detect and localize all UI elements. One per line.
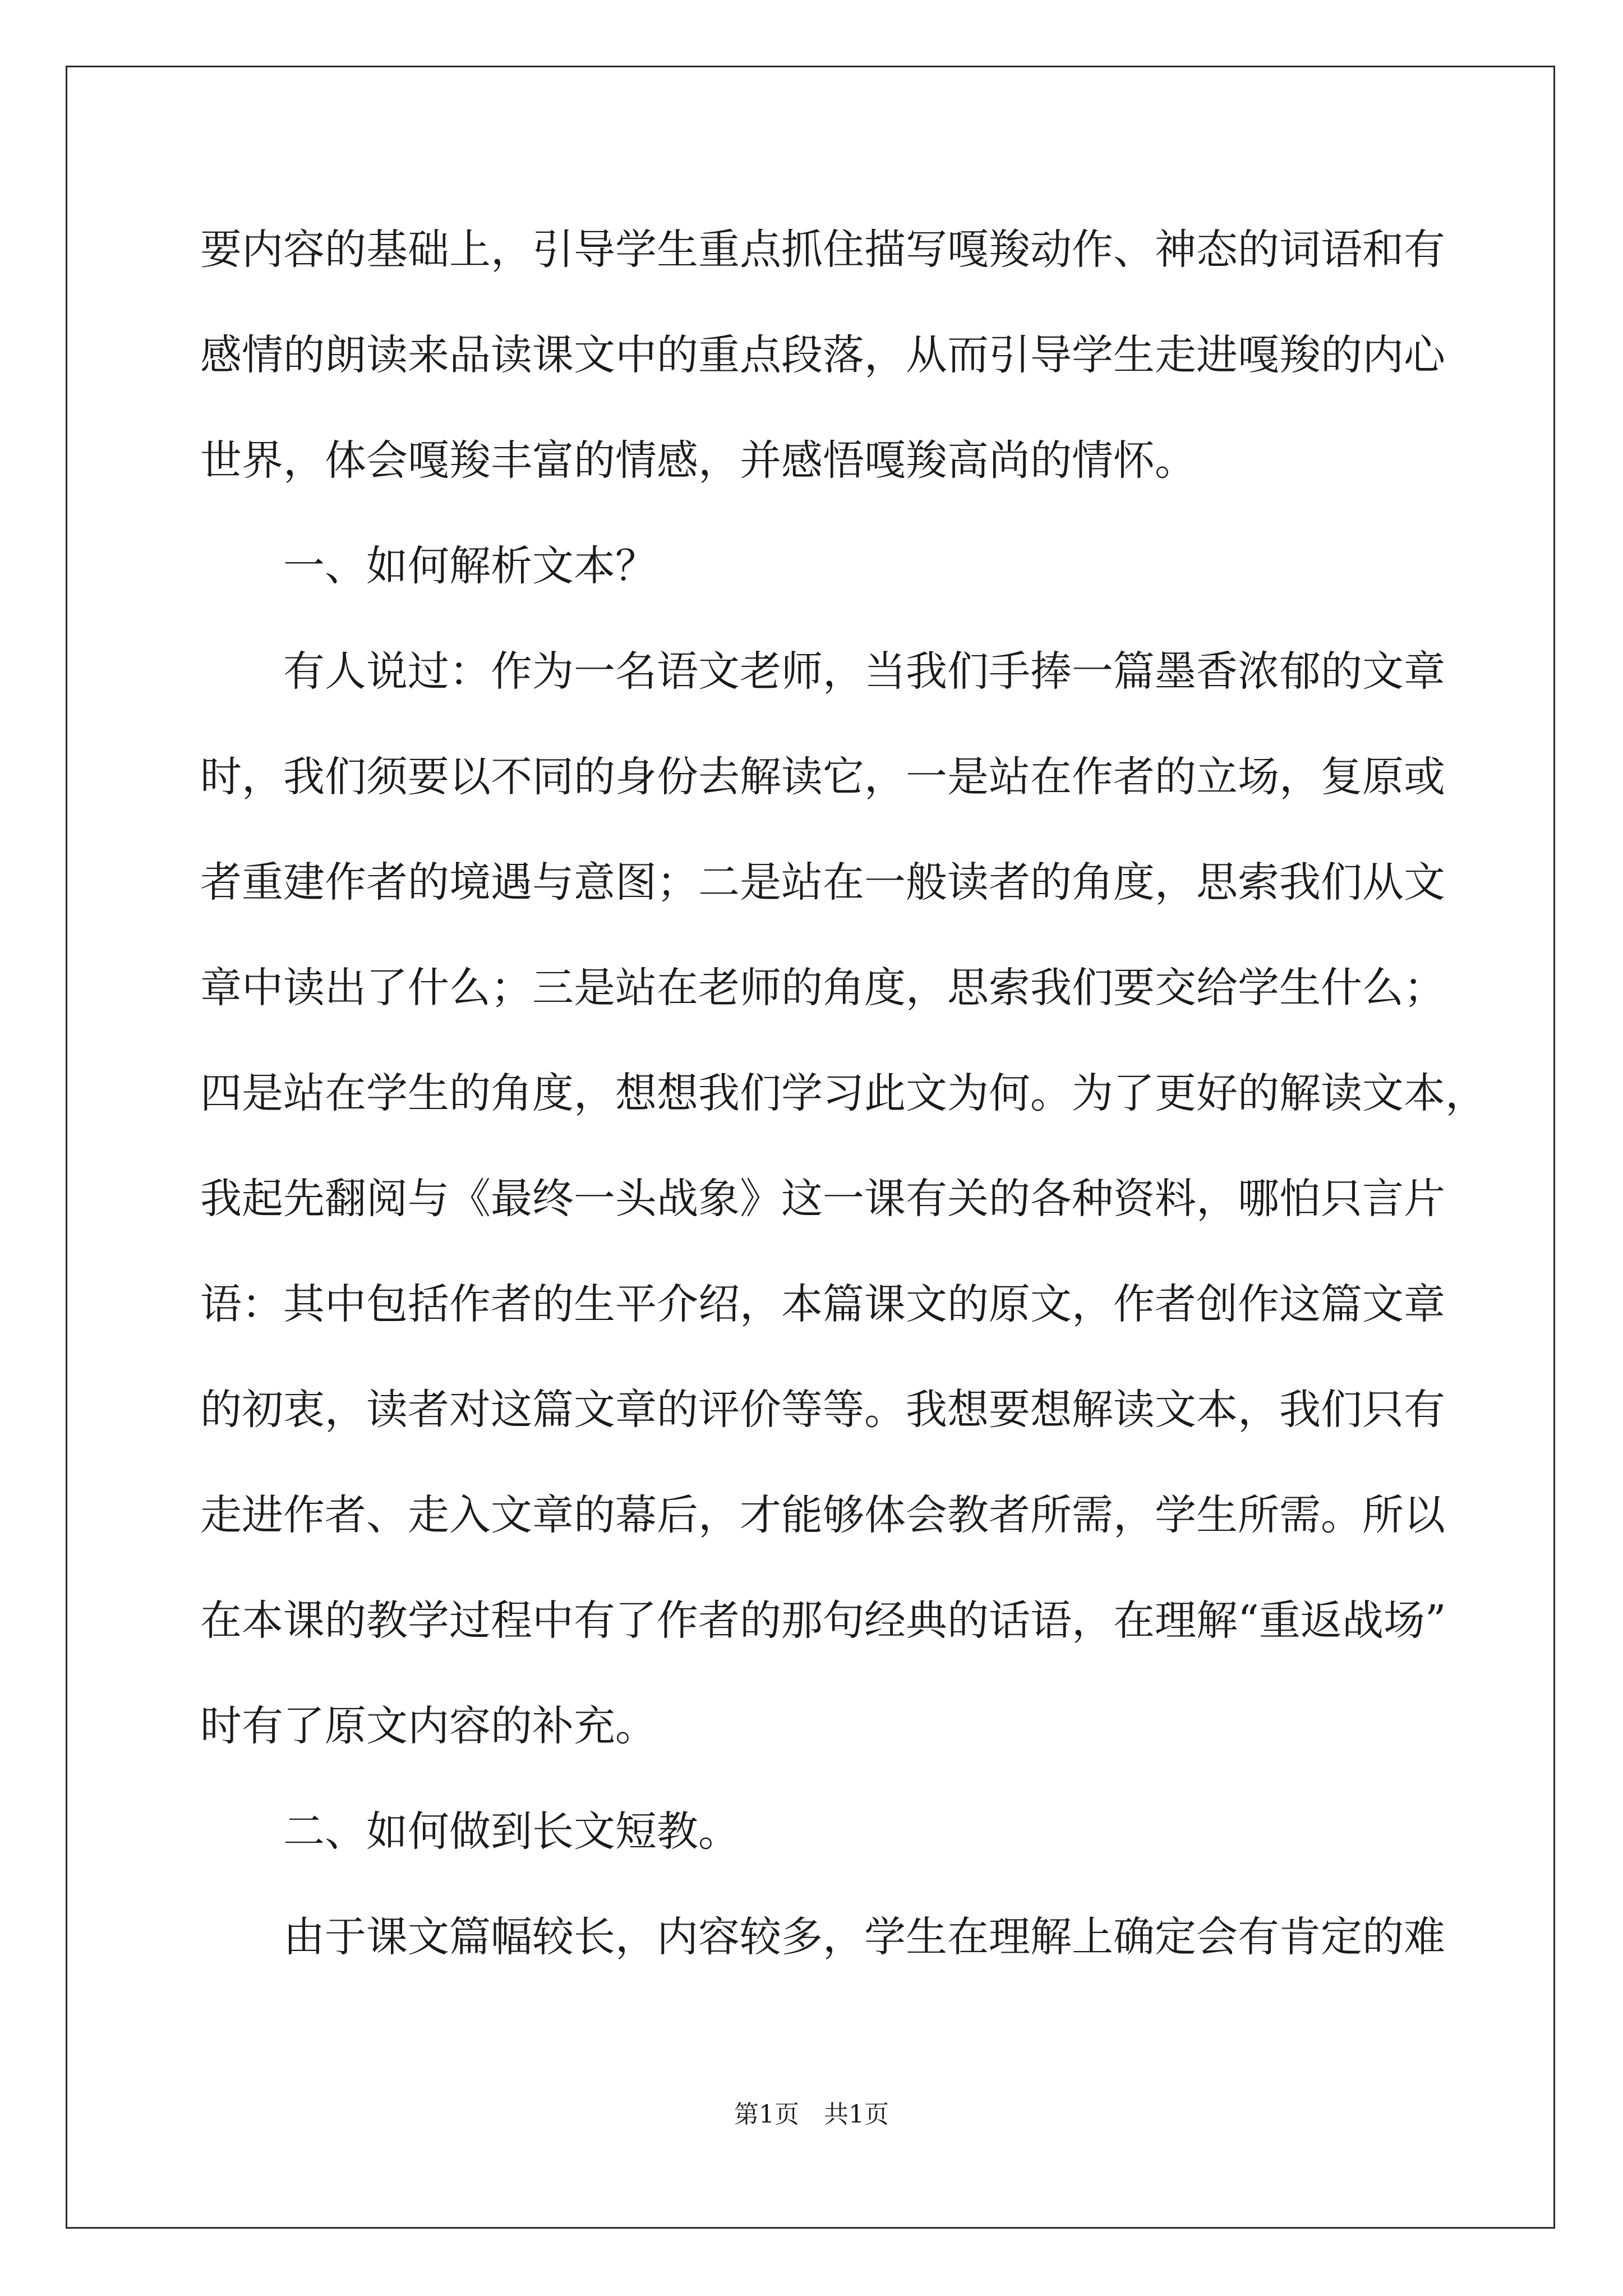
text-line: 语：其中包括作者的生平介绍，本篇课文的原文，作者创作这篇文章 [200,1280,1445,1328]
text-line: 四是站在学生的角度，想想我们学习此文为何。为了更好的解读文本， [200,1069,1487,1117]
text-line: 世界，体会嘎羧丰富的情感，并感悟嘎羧高尚的情怀。 [200,436,1196,485]
section-heading: 一、如何解析文本？ [200,542,657,590]
page-border [66,66,1555,2229]
text-line: 走进作者、走入文章的幕后，才能够体会教者所需，学生所需。所以 [200,1491,1445,1539]
text-line: 时，我们须要以不同的身份去解读它，一是站在作者的立场，复原或 [200,753,1445,801]
text-line: 有人说过：作为一名语文老师，当我们手捧一篇墨香浓郁的文章 [200,647,1445,696]
text-line: 章中读出了什么；三是站在老师的角度，思索我们要交给学生什么； [200,964,1445,1012]
text-line: 时有了原文内容的补充。 [200,1702,657,1750]
text-line: 要内容的基础上，引导学生重点抓住描写嘎羧动作、神态的词语和有 [200,226,1445,274]
page-number: 第1页 [734,2100,799,2129]
text-line: 在本课的教学过程中有了作者的那句经典的话语，在理解“重返战场” [200,1596,1446,1645]
text-line: 的初衷，读者对这篇文章的评价等等。我想要想解读文本，我们只有 [200,1386,1445,1434]
page-total: 共1页 [824,2100,889,2129]
text-line: 我起先翻阅与《最终一头战象》这一课有关的各种资料，哪怕只言片 [200,1175,1445,1223]
page-footer [0,2098,1623,2132]
text-line: 感情的朗读来品读课文中的重点段落，从而引导学生走进嘎羧的内心 [200,331,1445,379]
text-line: 由于课文篇幅较长，内容较多，学生在理解上确定会有肯定的难 [200,1913,1445,1961]
section-heading: 二、如何做到长文短教。 [200,1807,740,1856]
text-line: 者重建作者的境遇与意图；二是站在一般读者的角度，思索我们从文 [200,858,1445,907]
